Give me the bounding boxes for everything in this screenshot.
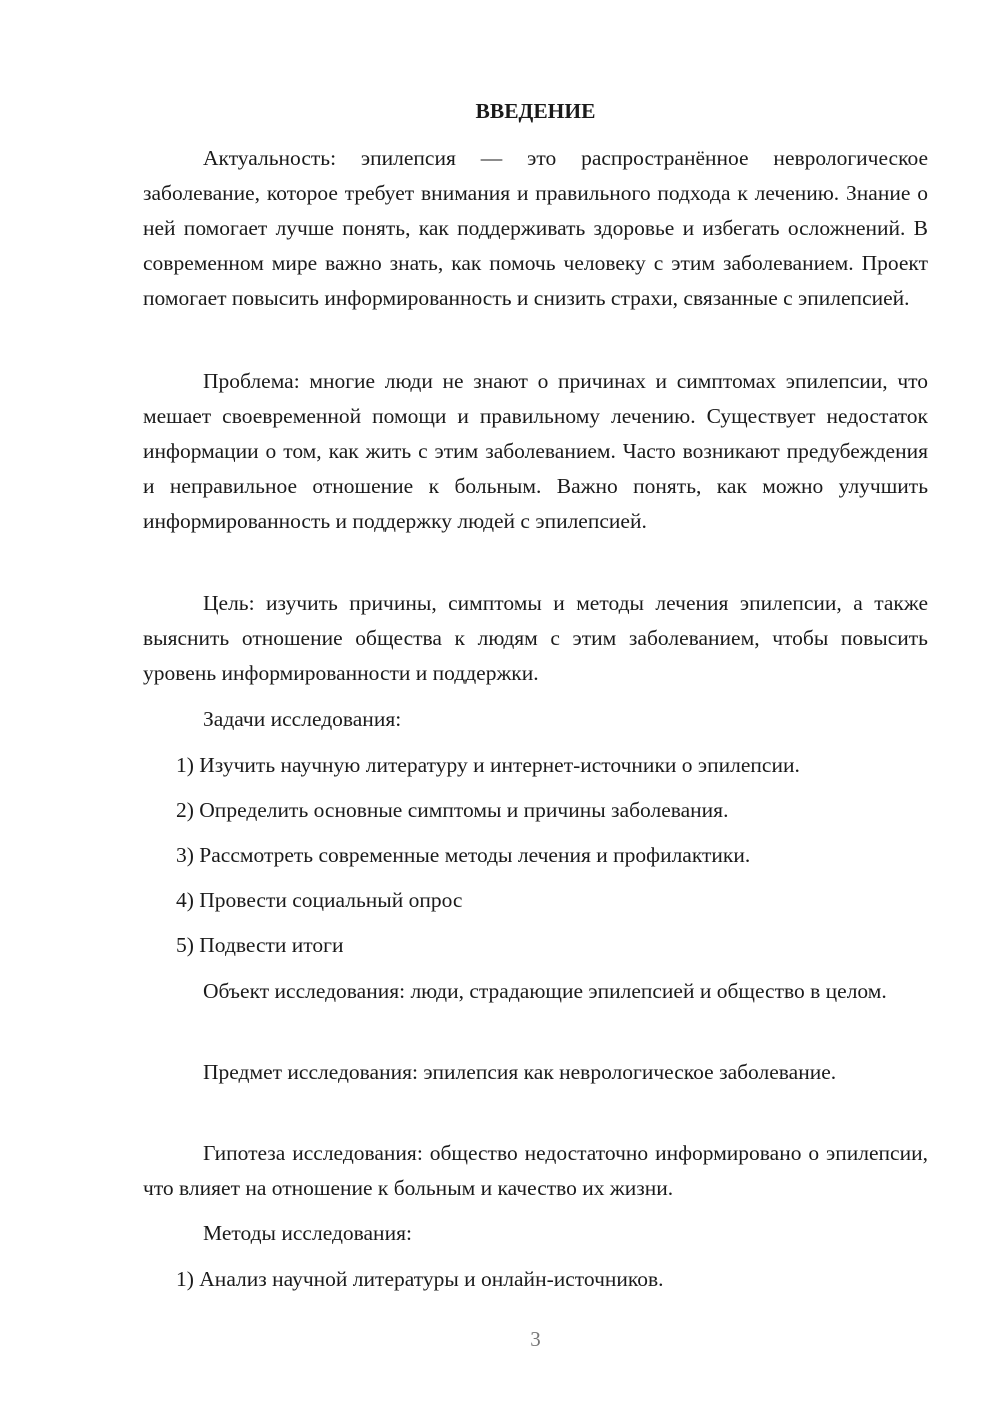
page-number: 3 [530, 1327, 541, 1351]
task-item: 1) Изучить научную литературу и интернет-источники о эпилепсии. [176, 753, 800, 777]
paragraph-goal: Цель: изучить причины, симптомы и методы лечения эпилепсии, а также выяснить отношение общества к людям с этим заболеванием, чтобы повысить уровень информированности и поддержки. [143, 591, 928, 685]
section-title: ВВЕДЕНИЕ [475, 99, 596, 123]
paragraph-problem: Проблема: многие люди не знают о причинах и симптомах эпилепсии, что мешает своевременной помощи и правильному лечению. Существует недостаток информации о том, как жить с этим заболеванием. Часто возникают предубеждения и неправильное отношение к больным. Важно понять, как можно улучшить информированность и поддержку людей с эпилепсией. [143, 369, 928, 533]
task-item: 3) Рассмотреть современные методы лечения и профилактики. [176, 843, 751, 867]
methods-heading: Методы исследования: [203, 1221, 412, 1245]
paragraph-subject: Предмет исследования: эпилепсия как неврологическое заболевание. [203, 1060, 837, 1084]
method-item: 1) Анализ научной литературы и онлайн-источников. [176, 1267, 664, 1291]
paragraph-object: Объект исследования: люди, страдающие эпилепсией и общество в целом. [203, 979, 887, 1003]
task-item: 4) Провести социальный опрос [176, 888, 463, 912]
task-item: 2) Определить основные симптомы и причины заболевания. [176, 798, 729, 822]
tasks-heading: Задачи исследования: [203, 707, 402, 731]
paragraph-hypothesis: Гипотеза исследования: общество недостаточно информировано о эпилепсии, что влияет на отношение к больным и качество их жизни. [143, 1141, 928, 1200]
task-item: 5) Подвести итоги [176, 933, 344, 957]
paragraph-relevance: Актуальность: эпилепсия — это распространённое неврологическое заболевание, которое требует внимания и правильного подхода к лечению. Знание о ней помогает лучше понять, как поддерживать здоровье и избегать осложнений. В современном мире важно знать, как помочь человеку с этим заболеванием. Проект помогает повысить информированность и снизить страхи, связанные с эпилепсией. [143, 146, 928, 310]
